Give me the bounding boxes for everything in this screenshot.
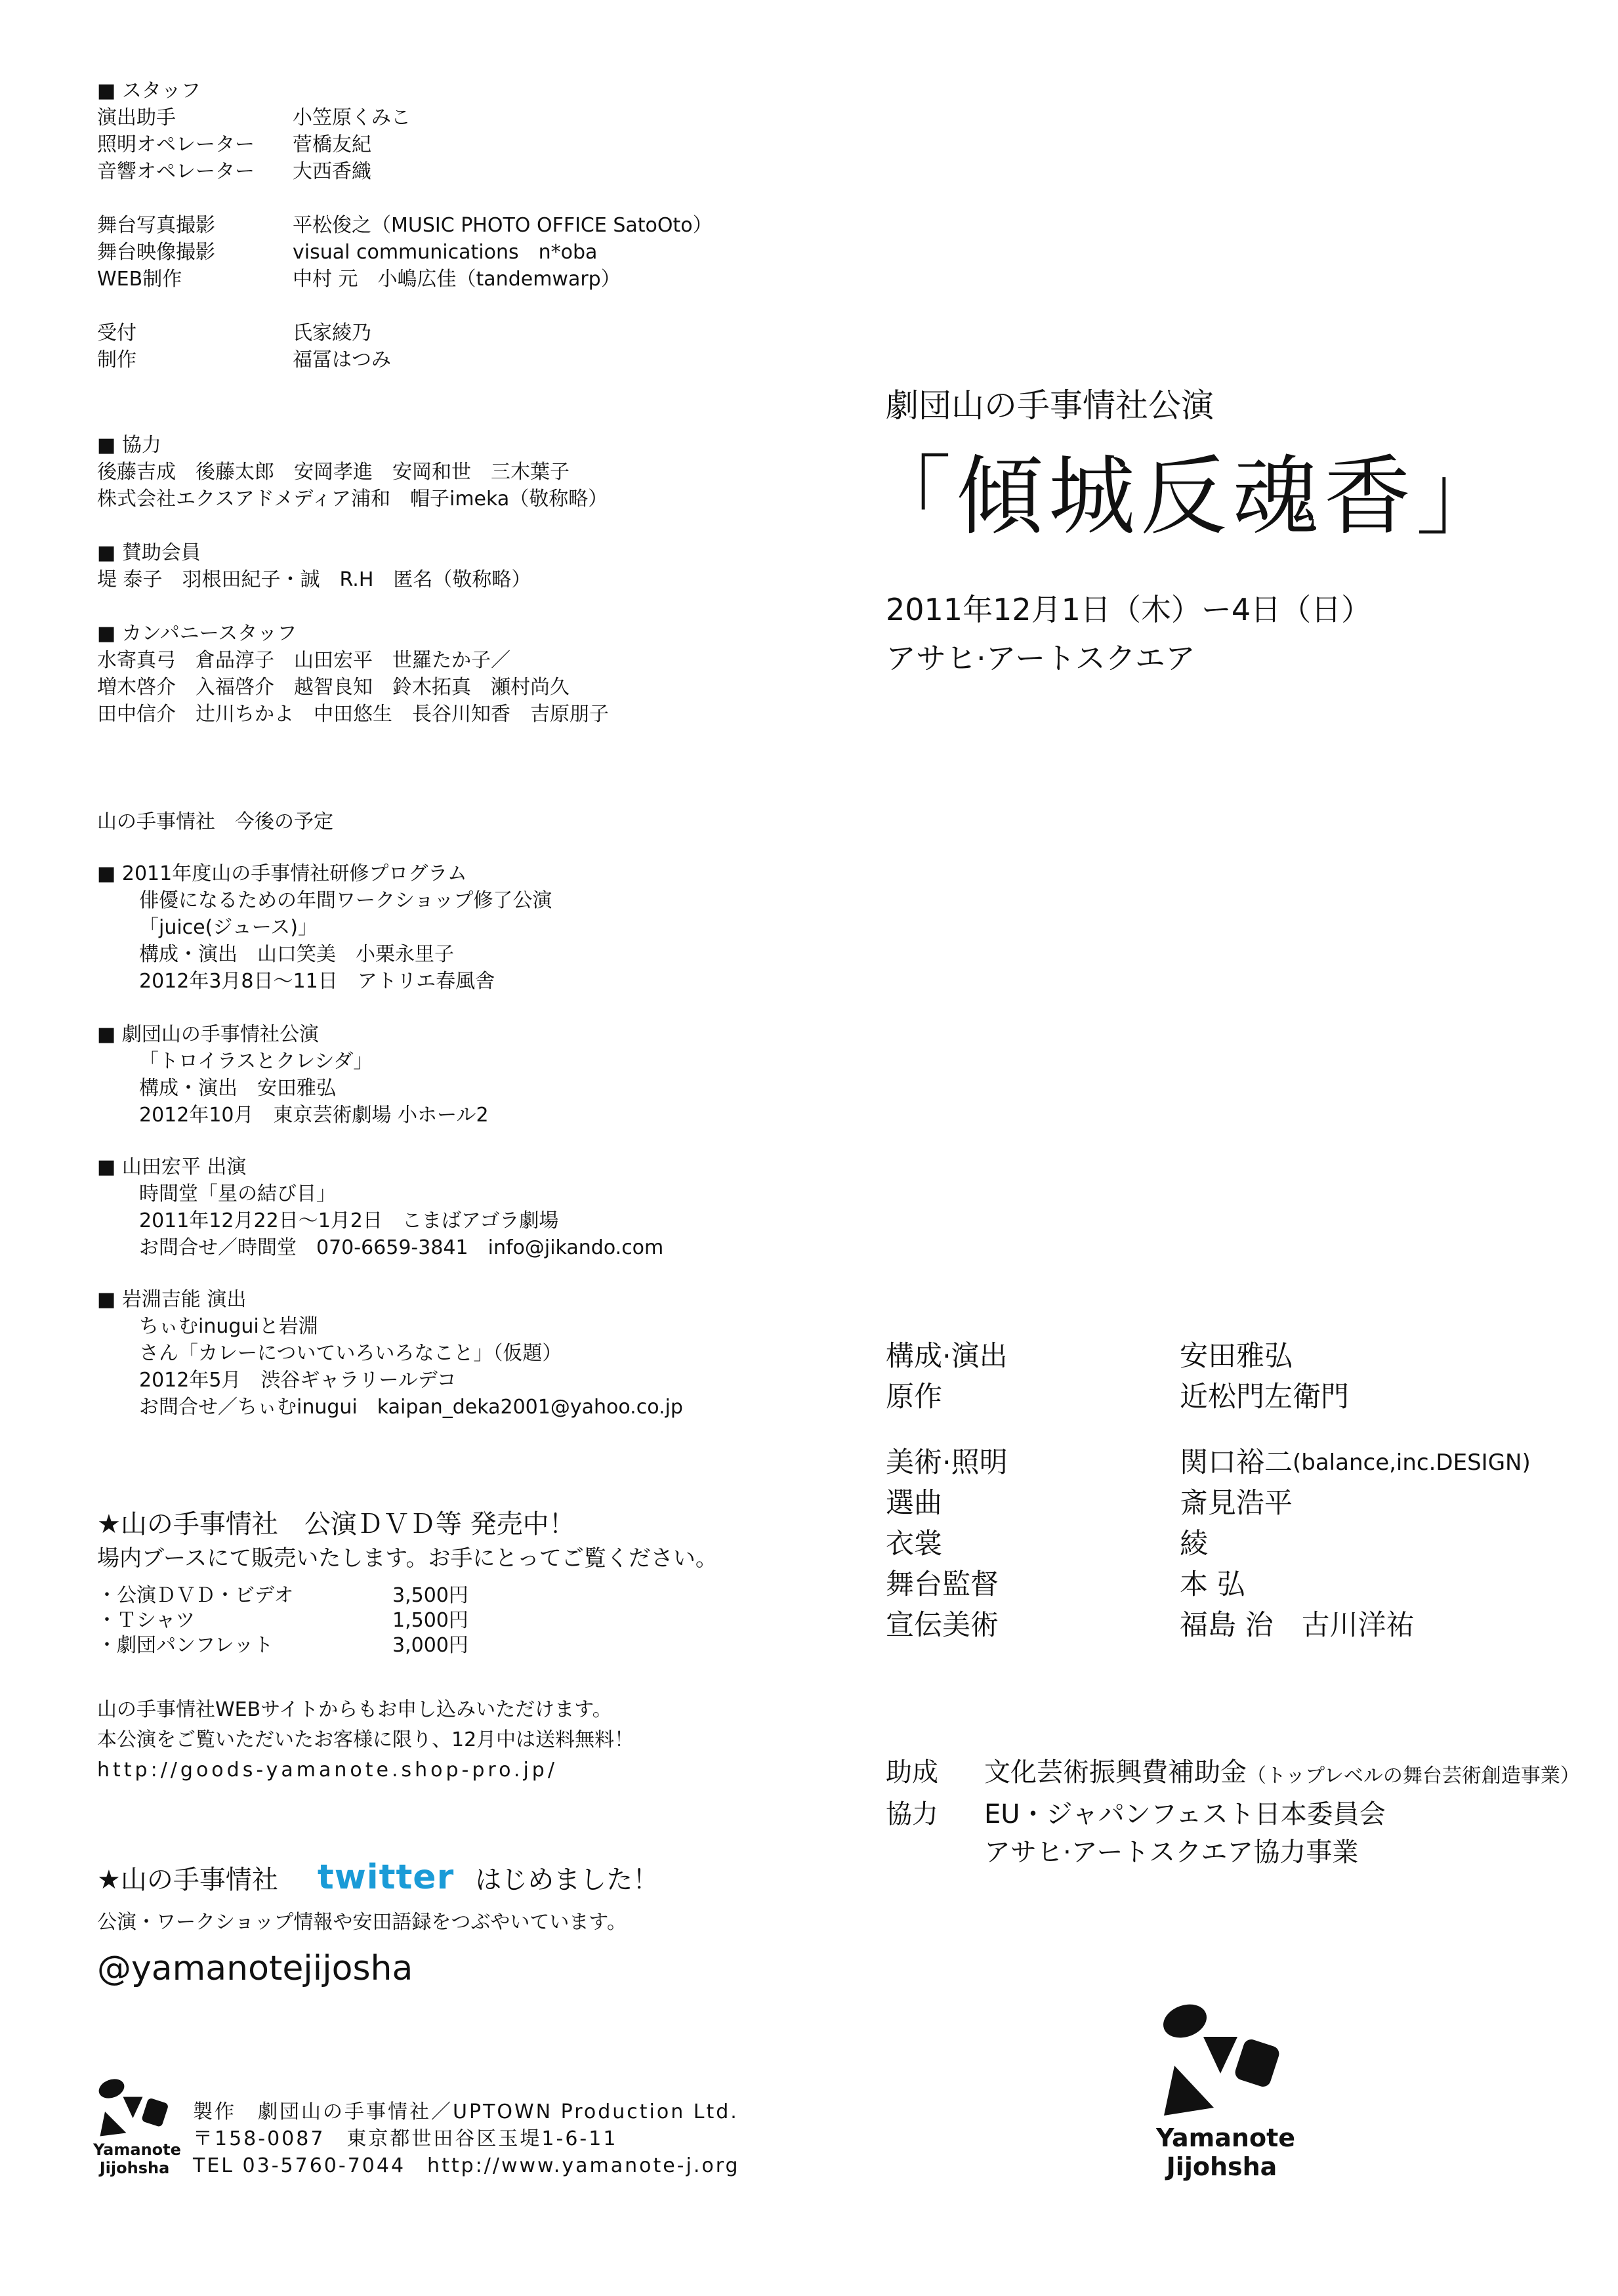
schedule-item-header: ■ 岩淵吉能 演出 xyxy=(97,1288,247,1311)
show-title: 「傾城反魂香」 xyxy=(865,446,1508,547)
schedule-item-line: 「juice(ジュース)」 xyxy=(139,916,318,939)
staff-row: 舞台写真撮影 平松俊之（MUSIC PHOTO OFFICE SatoOto） xyxy=(97,214,713,237)
large-logo xyxy=(1156,2003,1296,2181)
schedule-item-line: 2012年3月8日～11日 アトリエ春風舎 xyxy=(139,970,495,993)
schedule-item-header: ■ 2011年度山の手事情社研修プログラム xyxy=(97,862,467,885)
schedule-title: 山の手事情社 今後の予定 xyxy=(97,810,333,833)
staff-row: 舞台映像撮影 visual communications n*oba xyxy=(97,241,598,264)
schedule-item-line: 時間堂「星の結び目」 xyxy=(139,1182,336,1205)
staff-row: 制作 福冨はつみ xyxy=(97,348,391,371)
credits-section xyxy=(886,1336,1531,1646)
supporters-section xyxy=(97,539,531,593)
dvd-price-list xyxy=(97,1583,468,1658)
staff-row: 演出助手 小笠原くみこ xyxy=(97,106,411,129)
support-section xyxy=(886,1753,1580,1871)
schedule-item-line: お問合せ／時間堂 070-6659-3841 info@jikando.com xyxy=(139,1236,664,1259)
price-row: ・Ｔシャツ 1,500円 xyxy=(97,1609,468,1632)
logo-text: Jijohsha xyxy=(99,2159,170,2177)
schedule-item-line: 俳優になるための年間ワークショップ修了公演 xyxy=(139,889,552,912)
yamanote-logo-icon xyxy=(1156,2003,1287,2121)
price-row: ・公演ＤＶＤ・ビデオ 3,500円 xyxy=(97,1584,468,1607)
schedule-item-header: ■ 劇団山の手事情社公演 xyxy=(97,1023,319,1046)
twitter-logo: twitter xyxy=(317,1858,455,1897)
staff-section xyxy=(97,77,713,373)
cooperation-header: ■ 協力 xyxy=(97,434,161,457)
coop-row: アサヒ·アートスクエア協力事業 xyxy=(984,1837,1359,1868)
grant-row: 助成 文化芸術振興費補助金 （トップレベルの舞台芸術創造事業） xyxy=(886,1757,1580,1787)
credit-row: 構成·演出 安田雅弘 xyxy=(886,1340,1293,1373)
schedule-item-line: 2012年10月 東京芸術劇場 小ホール2 xyxy=(139,1104,489,1127)
dvd-section xyxy=(97,1507,718,1576)
staff-row: 受付 氏家綾乃 xyxy=(97,322,371,344)
footer-line: TEL 03-5760-7044 http://www.yamanote-j.org xyxy=(193,2154,740,2177)
logo-text: Jijohsha xyxy=(1166,2152,1277,2181)
credit-row: 原作 近松門左衛門 xyxy=(886,1381,1349,1413)
schedule-item-line: ちぃむinuguiと岩淵 xyxy=(139,1315,318,1338)
company-line: 増木啓介 入福啓介 越智良知 鈴木拓真 瀬村尚久 xyxy=(97,676,570,699)
yamanote-logo-icon xyxy=(93,2079,176,2138)
credit-row: 選曲 斎見浩平 xyxy=(886,1487,1293,1520)
shop-link[interactable]: http://goods-yamanote.shop-pro.jp/ xyxy=(97,1759,558,1782)
schedule-item-line: さん「カレーについていろいろなこと」（仮題） xyxy=(139,1342,562,1365)
credit-row: 宣伝美術 福島 治 古川洋祐 xyxy=(886,1609,1415,1642)
schedule-item-line: 構成・演出 山口笑美 小栗永里子 xyxy=(139,943,454,966)
twitter-heading xyxy=(97,1858,659,1897)
staff-row: WEB制作 中村 元 小嶋広佳（tandemwarp） xyxy=(97,268,621,291)
company-section xyxy=(97,620,609,728)
twitter-desc: 公演・ワークショップ情報や安田語録をつぶやいています。 xyxy=(97,1911,627,1934)
dvd-notes xyxy=(97,1695,634,1785)
schedule-section xyxy=(97,808,683,1421)
show-subtitle: 劇団山の手事情社公演 xyxy=(886,386,1214,425)
company-line: 田中信介 辻川ちかよ 中田悠生 長谷川知香 吉原朋子 xyxy=(97,703,609,726)
staff-header: ■ スタッフ xyxy=(97,79,201,102)
company-header: ■ カンパニースタッフ xyxy=(97,622,297,645)
staff-row: 照明オペレーター 菅橋友紀 xyxy=(97,133,371,156)
supporters-line: 堤 泰子 羽根田紀子・誠 R.H 匿名（敬称略） xyxy=(97,568,531,591)
dvd-note: 本公演をご覧いただいたお客様に限り、12月中は送料無料！ xyxy=(97,1728,634,1751)
twitter-suffix: はじめました！ xyxy=(475,1864,659,1895)
dvd-note: 山の手事情社WEBサイトからもお申し込みいただけます。 xyxy=(97,1698,612,1721)
coop-row: 協力 EU・ジャパンフェスト日本委員会 xyxy=(886,1799,1386,1829)
company-line: 水寄真弓 倉品淳子 山田宏平 世羅たか子／ xyxy=(97,649,510,672)
staff-row: 音響オペレーター 大西香織 xyxy=(97,160,371,183)
schedule-item-line: 2012年5月 渋谷ギャラリールデコ xyxy=(139,1369,457,1392)
schedule-item-line: お問合せ／ちぃむinugui kaipan_deka2001@yahoo.co.jp xyxy=(139,1396,683,1419)
schedule-item-line: 「トロイラスとクレシダ」 xyxy=(139,1050,373,1073)
small-logo xyxy=(93,2079,181,2177)
show-date: 2011年12月1日（木）ー4日（日） xyxy=(886,592,1372,627)
cooperation-section xyxy=(97,432,608,512)
supporters-header: ■ 賛助会員 xyxy=(97,541,201,564)
dvd-header: ★山の手事情社 公演ＤＶＤ等 発売中！ xyxy=(97,1509,575,1539)
credit-row: 舞台監督 本 弘 xyxy=(886,1568,1245,1601)
schedule-item-line: 構成・演出 安田雅弘 xyxy=(139,1077,336,1100)
twitter-handle[interactable]: @yamanotejijosha xyxy=(97,1949,413,1988)
footer-line: 製作 劇団山の手事情社／UPTOWN Production Ltd. xyxy=(193,2100,739,2123)
show-venue: アサヒ·アートスクエア xyxy=(886,640,1195,676)
logo-text: Yamanote xyxy=(93,2140,181,2159)
schedule-item-line: 2011年12月22日～1月2日 こまばアゴラ劇場 xyxy=(139,1209,559,1232)
price-row: ・劇団パンフレット 3,000円 xyxy=(97,1634,468,1657)
credit-row: 衣裳 綾 xyxy=(886,1528,1208,1560)
footer-line: 〒158-0087 東京都世田谷区玉堤1-6-11 xyxy=(193,2127,618,2150)
cooperation-line: 後藤吉成 後藤太郎 安岡孝進 安岡和世 三木葉子 xyxy=(97,461,570,484)
show-date-venue xyxy=(886,585,1371,682)
footer-info xyxy=(193,2098,740,2179)
logo-text: Yamanote xyxy=(1156,2123,1296,2152)
schedule-item-header: ■ 山田宏平 出演 xyxy=(97,1156,247,1179)
credit-row: 美術·照明 関口裕二 (balance,inc.DESIGN) xyxy=(886,1446,1531,1479)
cooperation-line: 株式会社エクスアドメディア浦和 帽子imeka（敬称略） xyxy=(97,488,608,511)
twitter-prefix: ★山の手事情社 xyxy=(97,1864,278,1895)
dvd-tagline: 場内ブースにて販売いたします。お手にとってご覧ください。 xyxy=(97,1545,718,1572)
